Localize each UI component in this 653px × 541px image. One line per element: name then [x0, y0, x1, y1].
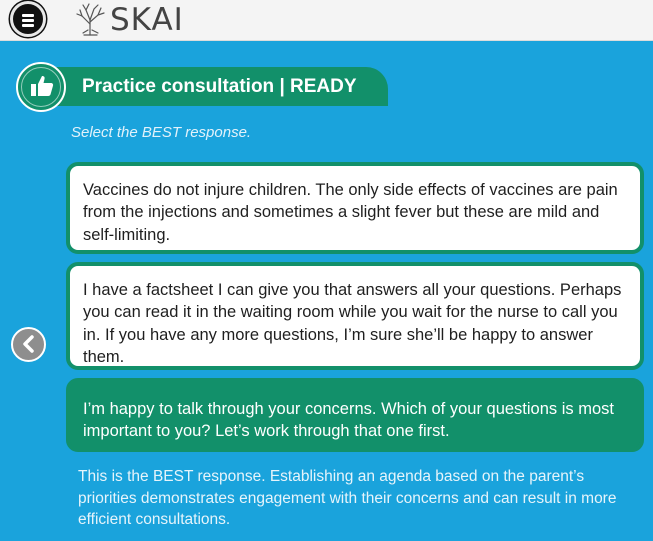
header-badge [16, 62, 66, 112]
hamburger-menu-icon[interactable] [10, 1, 46, 37]
response-option-3-selected[interactable]: I’m happy to talk through your concerns. Which of your questions is most important to you? Let’s work through that one first. [66, 378, 644, 452]
feedback-text: This is the BEST response. Establishing an agenda based on the parent’s priorities demonstrates engagement with their concerns and can result in more efficient consultations. [78, 468, 617, 528]
thumbs-up-icon [30, 75, 54, 97]
app-logo-text: SKAI [110, 2, 184, 38]
chevron-left-icon [20, 335, 38, 353]
response-option-2[interactable]: I have a factsheet I can give you that answers all your questions. Perhaps you can read it in the waiting room while you wait for the nurse to call you in. If you have any more questions, I’m sure she’ll be happy to answer them. [66, 262, 644, 370]
back-button[interactable] [11, 327, 46, 362]
page-title: Practice consultation | READY [82, 76, 357, 97]
response-option-1[interactable]: Vaccines do not injure children. The only side effects of vaccines are pain from the injections and sometimes a slight fever but these are mild and self-limiting. [66, 162, 644, 254]
tree-logo-icon [72, 2, 108, 36]
consultation-header [40, 67, 388, 106]
top-bar [0, 0, 653, 41]
instruction-text: Select the BEST response. [71, 124, 252, 141]
